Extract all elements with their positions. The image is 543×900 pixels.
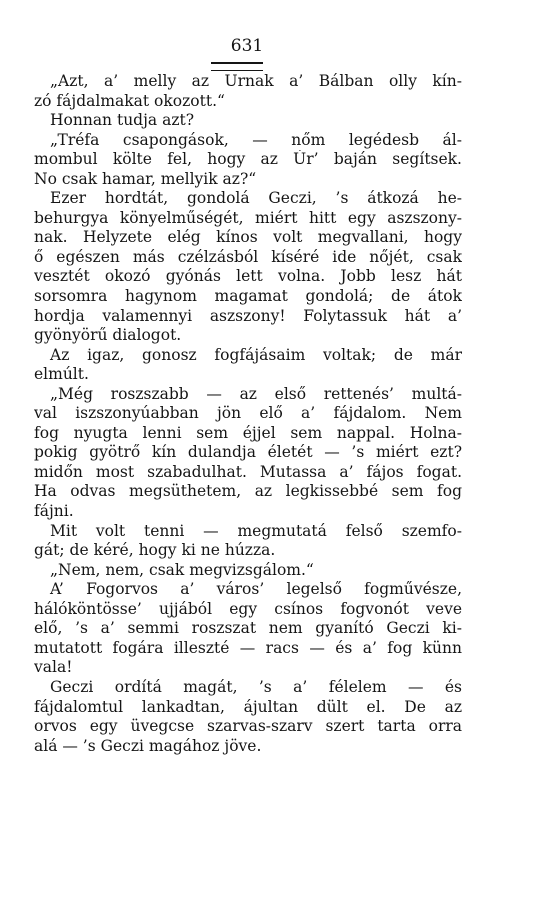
text-line: hálóköntösse’ ujjából egy csínos fogvonót veve [34, 599, 462, 618]
text-line: ő egészen más czélzásból kíséré ide nőjét, csak [34, 247, 462, 266]
text-line: vala! [34, 658, 73, 677]
text-line: fájdalomtul lankadtan, ájultan dült el. De az [34, 697, 462, 716]
text-line: Mit volt tenni — megmutatá felső szemfo- [50, 521, 462, 540]
text-line: No csak hamar, mellyik az?“ [34, 169, 257, 188]
text-line: Honnan tudja azt? [50, 111, 195, 130]
text-line: mombul költe fel, hogy az Úr’ baján segítsek. [34, 150, 462, 169]
body-text [34, 72, 462, 756]
text-line: „Tréfa csapongások, — nőm legédesb ál- [50, 130, 462, 149]
text-line: gát; de kéré, hogy ki ne húzza. [34, 541, 276, 560]
text-line: Ezer hordtát, gondolá Geczi, ’s átkozá he- [50, 189, 462, 208]
text-line: „Nem, nem, csak megvizsgálom.“ [50, 560, 314, 579]
text-line: „Még roszszabb — az első rettenés’ multá- [50, 384, 462, 403]
text-line: Geczi ordítá magát, ’s a’ félelem — és [50, 677, 462, 696]
text-line: zó fájdalmakat okozott.“ [34, 91, 225, 110]
text-line: elő, ’s a’ semmi roszszat nem gyanító Geczi ki- [34, 619, 462, 638]
text-line: sorsomra hagynom magamat gondolá; de átok [34, 287, 462, 306]
text-line: A’ Fogorvos a’ város’ legelső fogművésze, [50, 580, 462, 599]
text-line: elmúlt. [34, 365, 89, 384]
text-line: fájni. [34, 502, 74, 521]
text-line: val iszszonyúabban jön elő a’ fájdalom. Nem [34, 404, 462, 423]
text-line: pokig gyötrő kín dulandja életét — ’s miért ezt? [34, 443, 462, 462]
text-line: mutatott fogára illeszté — racs — és a’ fog künn [34, 638, 462, 657]
text-line: Ha odvas megsüthetem, az legkissebbé sem fog [34, 482, 462, 501]
text-line: fog nyugta lenni sem éjjel sem nappal. Holna- [34, 423, 462, 442]
text-line: midőn most szabadulhat. Mutassa a’ fájos fogat. [34, 462, 462, 481]
text-line: gyönyörű dialogot. [34, 326, 182, 345]
header-rule [211, 62, 263, 71]
text-line: vesztét okozó gyónás lett volna. Jobb lesz hát [34, 267, 462, 286]
text-line: hordja valamennyi aszszony! Folytassuk hát a’ [34, 306, 462, 325]
text-line: orvos egy üvegcse szarvas-szarv szert tarta orra [34, 717, 462, 736]
page-number: 631 [230, 36, 264, 56]
text-line: Az igaz, gonosz fogfájásaim voltak; de már [50, 345, 462, 364]
text-line: nak. Helyzete elég kínos volt megvallani, hogy [34, 228, 462, 247]
text-line: „Azt, a’ melly az Urnak a’ Bálban olly kín- [50, 72, 462, 90]
text-line: behurgya könyelműségét, miért hitt egy aszszony- [34, 208, 462, 227]
text-line: alá — ’s Geczi magához jöve. [34, 736, 262, 755]
